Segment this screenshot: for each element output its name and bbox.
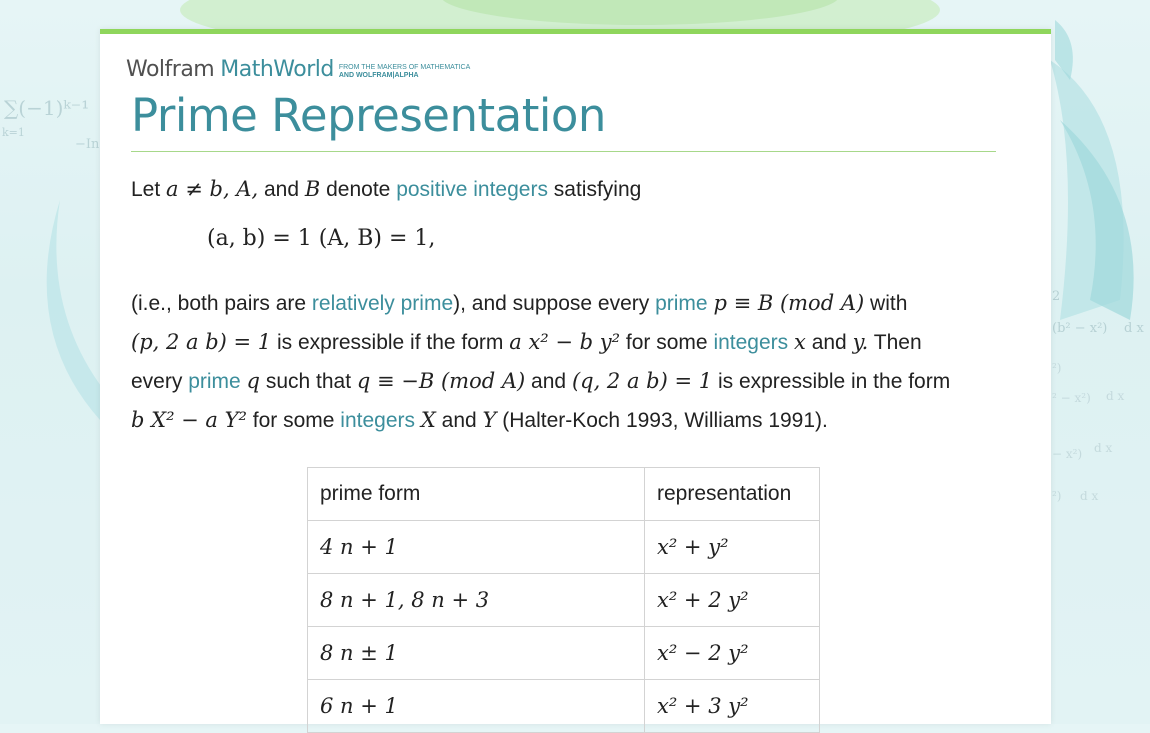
svg-text:−In: −In	[75, 137, 100, 152]
table-cell-representation: x² + 3 y²	[645, 680, 820, 733]
svg-text:(b² − x²): (b² − x²)	[1052, 321, 1108, 336]
math-inline: q	[246, 369, 260, 393]
text: satisfying	[547, 178, 642, 201]
main-paragraph	[131, 284, 1011, 440]
table-cell-prime-form: 4 n + 1	[308, 521, 645, 574]
math-inline: Y	[482, 408, 497, 432]
math-inline: x	[794, 330, 806, 354]
text: ), and suppose every	[453, 292, 656, 315]
svg-text:²): ²)	[1052, 489, 1062, 503]
text: Then	[868, 331, 922, 354]
text: and	[258, 178, 305, 201]
table-row	[308, 627, 820, 680]
brand-tagline-line2: AND WOLFRAM|ALPHA	[338, 72, 419, 79]
line	[131, 284, 1011, 323]
text: and	[525, 370, 572, 393]
mathworld-logo[interactable]	[126, 57, 470, 82]
svg-text:2: 2	[1052, 289, 1061, 304]
table-cell-representation: x² + 2 y²	[645, 574, 820, 627]
svg-text:d x: d x	[1094, 441, 1113, 455]
text: and	[435, 409, 483, 432]
math-inline: (q, 2 a b) = 1	[571, 369, 713, 393]
table-cell-representation: x² − 2 y²	[645, 627, 820, 680]
line	[131, 362, 1011, 401]
table-cell-prime-form: 6 n + 1	[308, 680, 645, 733]
table-cell-prime-form: 8 n ± 1	[308, 627, 645, 680]
table-header-representation: representation	[645, 468, 820, 521]
math-inline: X	[420, 408, 436, 432]
display-equation: (a, b) = 1 (A, B) = 1,	[207, 226, 436, 251]
title-divider	[131, 151, 996, 152]
table-row	[308, 521, 820, 574]
math-inline: (p, 2 a b) = 1	[131, 330, 272, 354]
svg-text:d x: d x	[1080, 489, 1099, 503]
link-prime[interactable]: prime	[655, 292, 708, 315]
svg-text:− x²): − x²)	[1052, 447, 1083, 461]
svg-text:²): ²)	[1052, 361, 1062, 375]
intro-paragraph	[131, 170, 1011, 209]
text: and	[805, 331, 853, 354]
math-inline: a x² − b y²	[509, 330, 621, 354]
content-card	[100, 29, 1051, 724]
card-top-bar	[100, 29, 1051, 34]
table-cell-representation: x² + y²	[645, 521, 820, 574]
brand-tagline-line1: FROM THE MAKERS OF MATHEMATICA	[338, 64, 471, 71]
table-cell-prime-form: 8 n + 1, 8 n + 3	[308, 574, 645, 627]
page-title: Prime Representation	[131, 89, 606, 142]
prime-representation-table	[307, 467, 820, 733]
text: for some	[620, 331, 714, 354]
svg-text:∑(−1)ᵏ⁻¹: ∑(−1)ᵏ⁻¹	[4, 96, 90, 120]
text: (Halter-Koch 1993, Williams 1991).	[496, 409, 828, 432]
math-inline: p ≡ B (mod A)	[713, 291, 865, 315]
line	[131, 401, 1011, 440]
text: (i.e., both pairs are	[131, 292, 312, 315]
text: Let	[131, 178, 167, 201]
math-inline: q ≡ −B (mod A)	[356, 369, 526, 393]
svg-text:² − x²): ² − x²)	[1052, 391, 1091, 405]
svg-text:k=1: k=1	[2, 126, 25, 139]
link-relatively-prime[interactable]: relatively prime	[311, 292, 454, 315]
brand-tagline	[339, 64, 470, 80]
math-inline: a ≠ b, A,	[166, 177, 259, 201]
link-positive-integers[interactable]: positive integers	[396, 178, 548, 201]
text: is expressible if the form	[271, 331, 510, 354]
line	[131, 323, 1011, 362]
math-inline: b X² − a Y²	[131, 408, 247, 432]
svg-text:d x: d x	[1106, 389, 1125, 403]
link-prime[interactable]: prime	[188, 370, 241, 393]
link-integers[interactable]: integers	[713, 331, 789, 354]
link-integers[interactable]: integers	[340, 409, 416, 432]
math-inline: y.	[852, 330, 869, 354]
text: such that	[260, 370, 357, 393]
text: is expressible in the form	[712, 370, 951, 393]
table-header-row	[308, 468, 820, 521]
table-row	[308, 574, 820, 627]
svg-text:d x: d x	[1124, 321, 1144, 336]
table-header-prime-form: prime form	[308, 468, 645, 521]
text: every	[131, 370, 189, 393]
brand-mathworld: MathWorld	[220, 57, 334, 82]
text: with	[864, 292, 908, 315]
text: for some	[246, 409, 341, 432]
brand-wolfram: Wolfram	[126, 57, 215, 82]
text: denote	[320, 178, 397, 201]
table-row	[308, 680, 820, 733]
math-inline: B	[304, 177, 321, 201]
